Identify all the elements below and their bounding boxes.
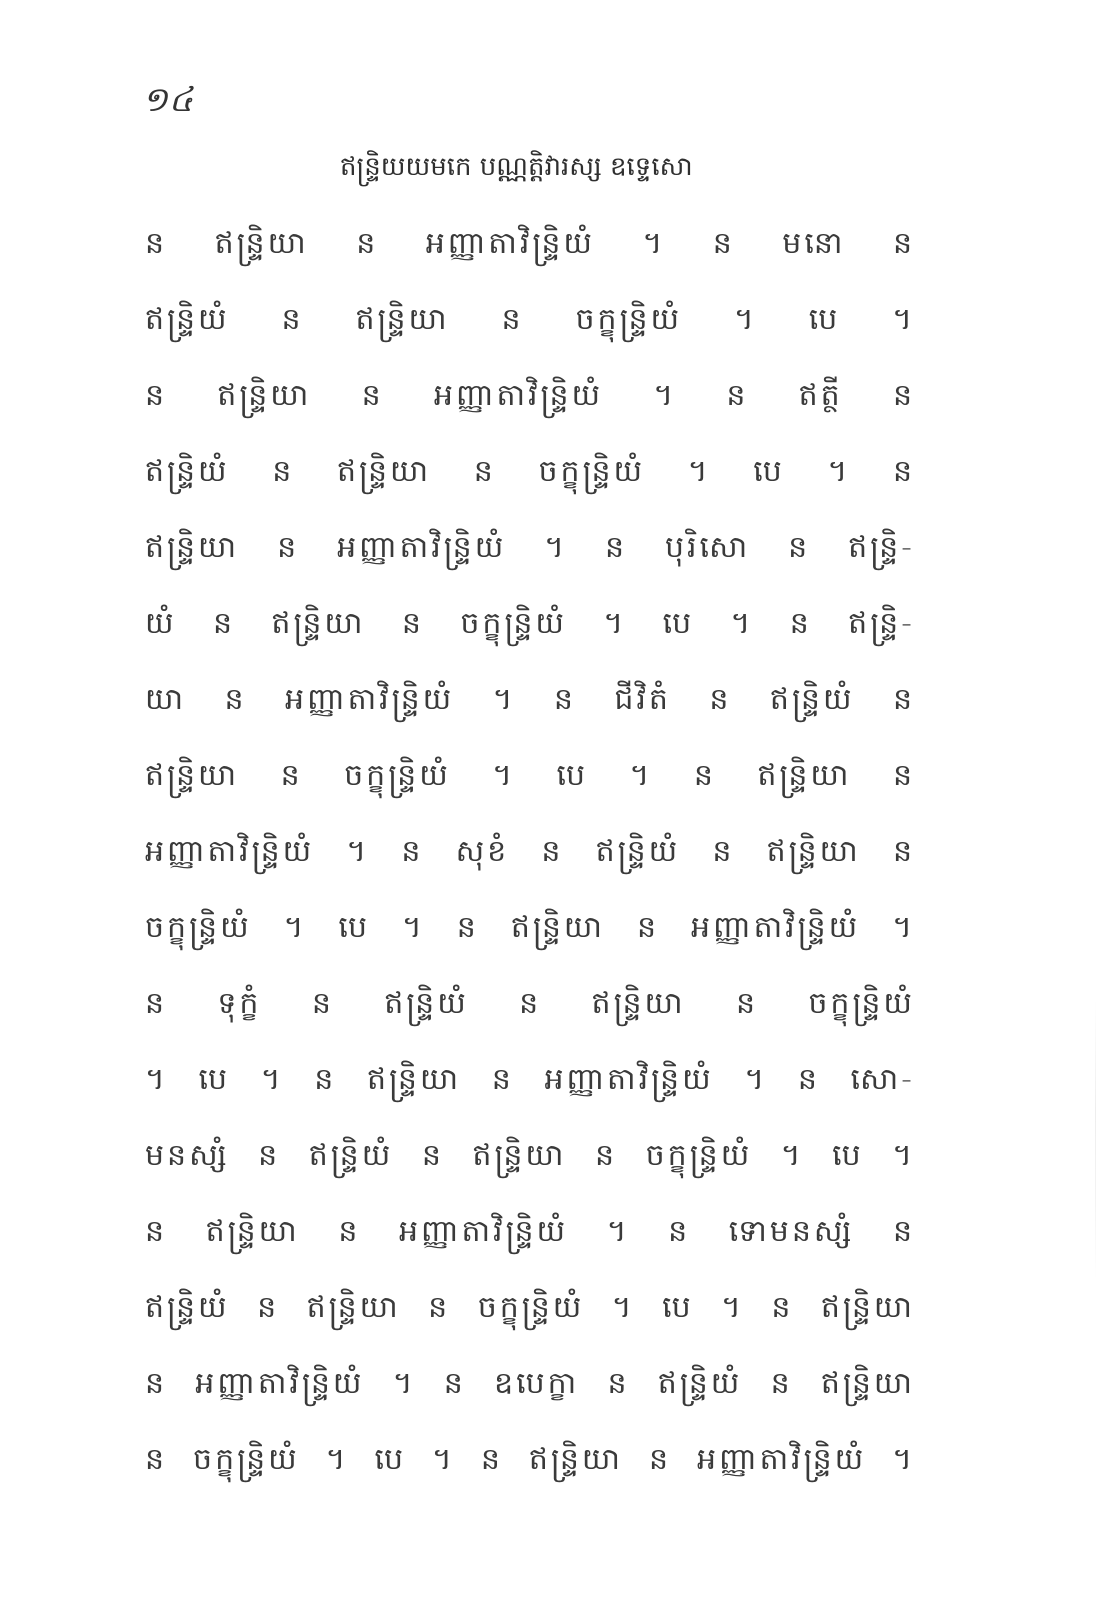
text-line: យំ ន ឥន្ទ្រិយា ន ចក្ខុន្ទ្រិយំ ។ បេ ។ ន ឥន្ទ្រិ- [145,606,915,641]
text-line: ន ឥន្ទ្រិយា ន អញ្ញាតាវិន្ទ្រិយំ ។ ន មនោ ន [145,226,915,261]
text-line: ឥន្ទ្រិយំ ន ឥន្ទ្រិយា ន ចក្ខុន្ទ្រិយំ ។ បេ ។ ន [145,454,915,489]
text-line: ឥន្ទ្រិយំ ន ឥន្ទ្រិយា ន ចក្ខុន្ទ្រិយំ ។ បេ ។ [145,302,915,337]
text-line: ចក្ខុន្ទ្រិយំ ។ បេ ។ ន ឥន្ទ្រិយា ន អញ្ញាតាវិន្ទ្រិយំ ។ [145,910,915,945]
text-line: ន ឥន្ទ្រិយា ន អញ្ញាតាវិន្ទ្រិយំ ។ ន ឥត្ថី ន [145,378,915,413]
text-line: ឥន្ទ្រិយា ន ចក្ខុន្ទ្រិយំ ។ បេ ។ ន ឥន្ទ្រិយា ន [145,758,915,793]
text-line: ន អញ្ញាតាវិន្ទ្រិយំ ។ ន ឧបេក្ខា ន ឥន្ទ្រិយំ ន ឥន្ទ្រិយា [145,1366,915,1401]
text-line: ឥន្ទ្រិយំ ន ឥន្ទ្រិយា ន ចក្ខុន្ទ្រិយំ ។ បេ ។ ន ឥន្ទ្រិយា [145,1290,915,1325]
page-heading: ឥន្ទ្រិយយមកេ បណ្ណត្តិវារស្ស ឧទ្ទេសោ [340,152,693,182]
text-line: អញ្ញាតាវិន្ទ្រិយំ ។ ន សុខំ ន ឥន្ទ្រិយំ ន ឥន្ទ្រិយា ន [145,834,915,869]
text-line: យា ន អញ្ញាតាវិន្ទ្រិយំ ។ ន ជីវិតំ ន ឥន្ទ្រិយំ ន [145,682,915,717]
text-line: ។ បេ ។ ន ឥន្ទ្រិយា ន អញ្ញាតាវិន្ទ្រិយំ ។ ន សោ- [145,1062,915,1097]
text-line: ន ចក្ខុន្ទ្រិយំ ។ បេ ។ ន ឥន្ទ្រិយា ន អញ្ញាតាវិន្ទ្រិយំ ។ [145,1442,915,1477]
text-line: ន ឥន្ទ្រិយា ន អញ្ញាតាវិន្ទ្រិយំ ។ ន ទោមនស្សំ ន [145,1214,915,1249]
text-line: ន ទុក្ខំ ន ឥន្ទ្រិយំ ន ឥន្ទ្រិយា ន ចក្ខុន្ទ្រិយំ [145,986,915,1021]
text-line: ឥន្ទ្រិយា ន អញ្ញាតាវិន្ទ្រិយំ ។ ន បុរិសោ ន ឥន្ទ្រិ- [145,530,915,565]
text-line: មនស្សំ ន ឥន្ទ្រិយំ ន ឥន្ទ្រិយា ន ចក្ខុន្ទ្រិយំ ។ បេ ។ [145,1138,915,1173]
scan-edge-shadow [1095,1000,1096,1280]
page-number: ១៤ [142,80,194,120]
body-text [145,206,915,1498]
